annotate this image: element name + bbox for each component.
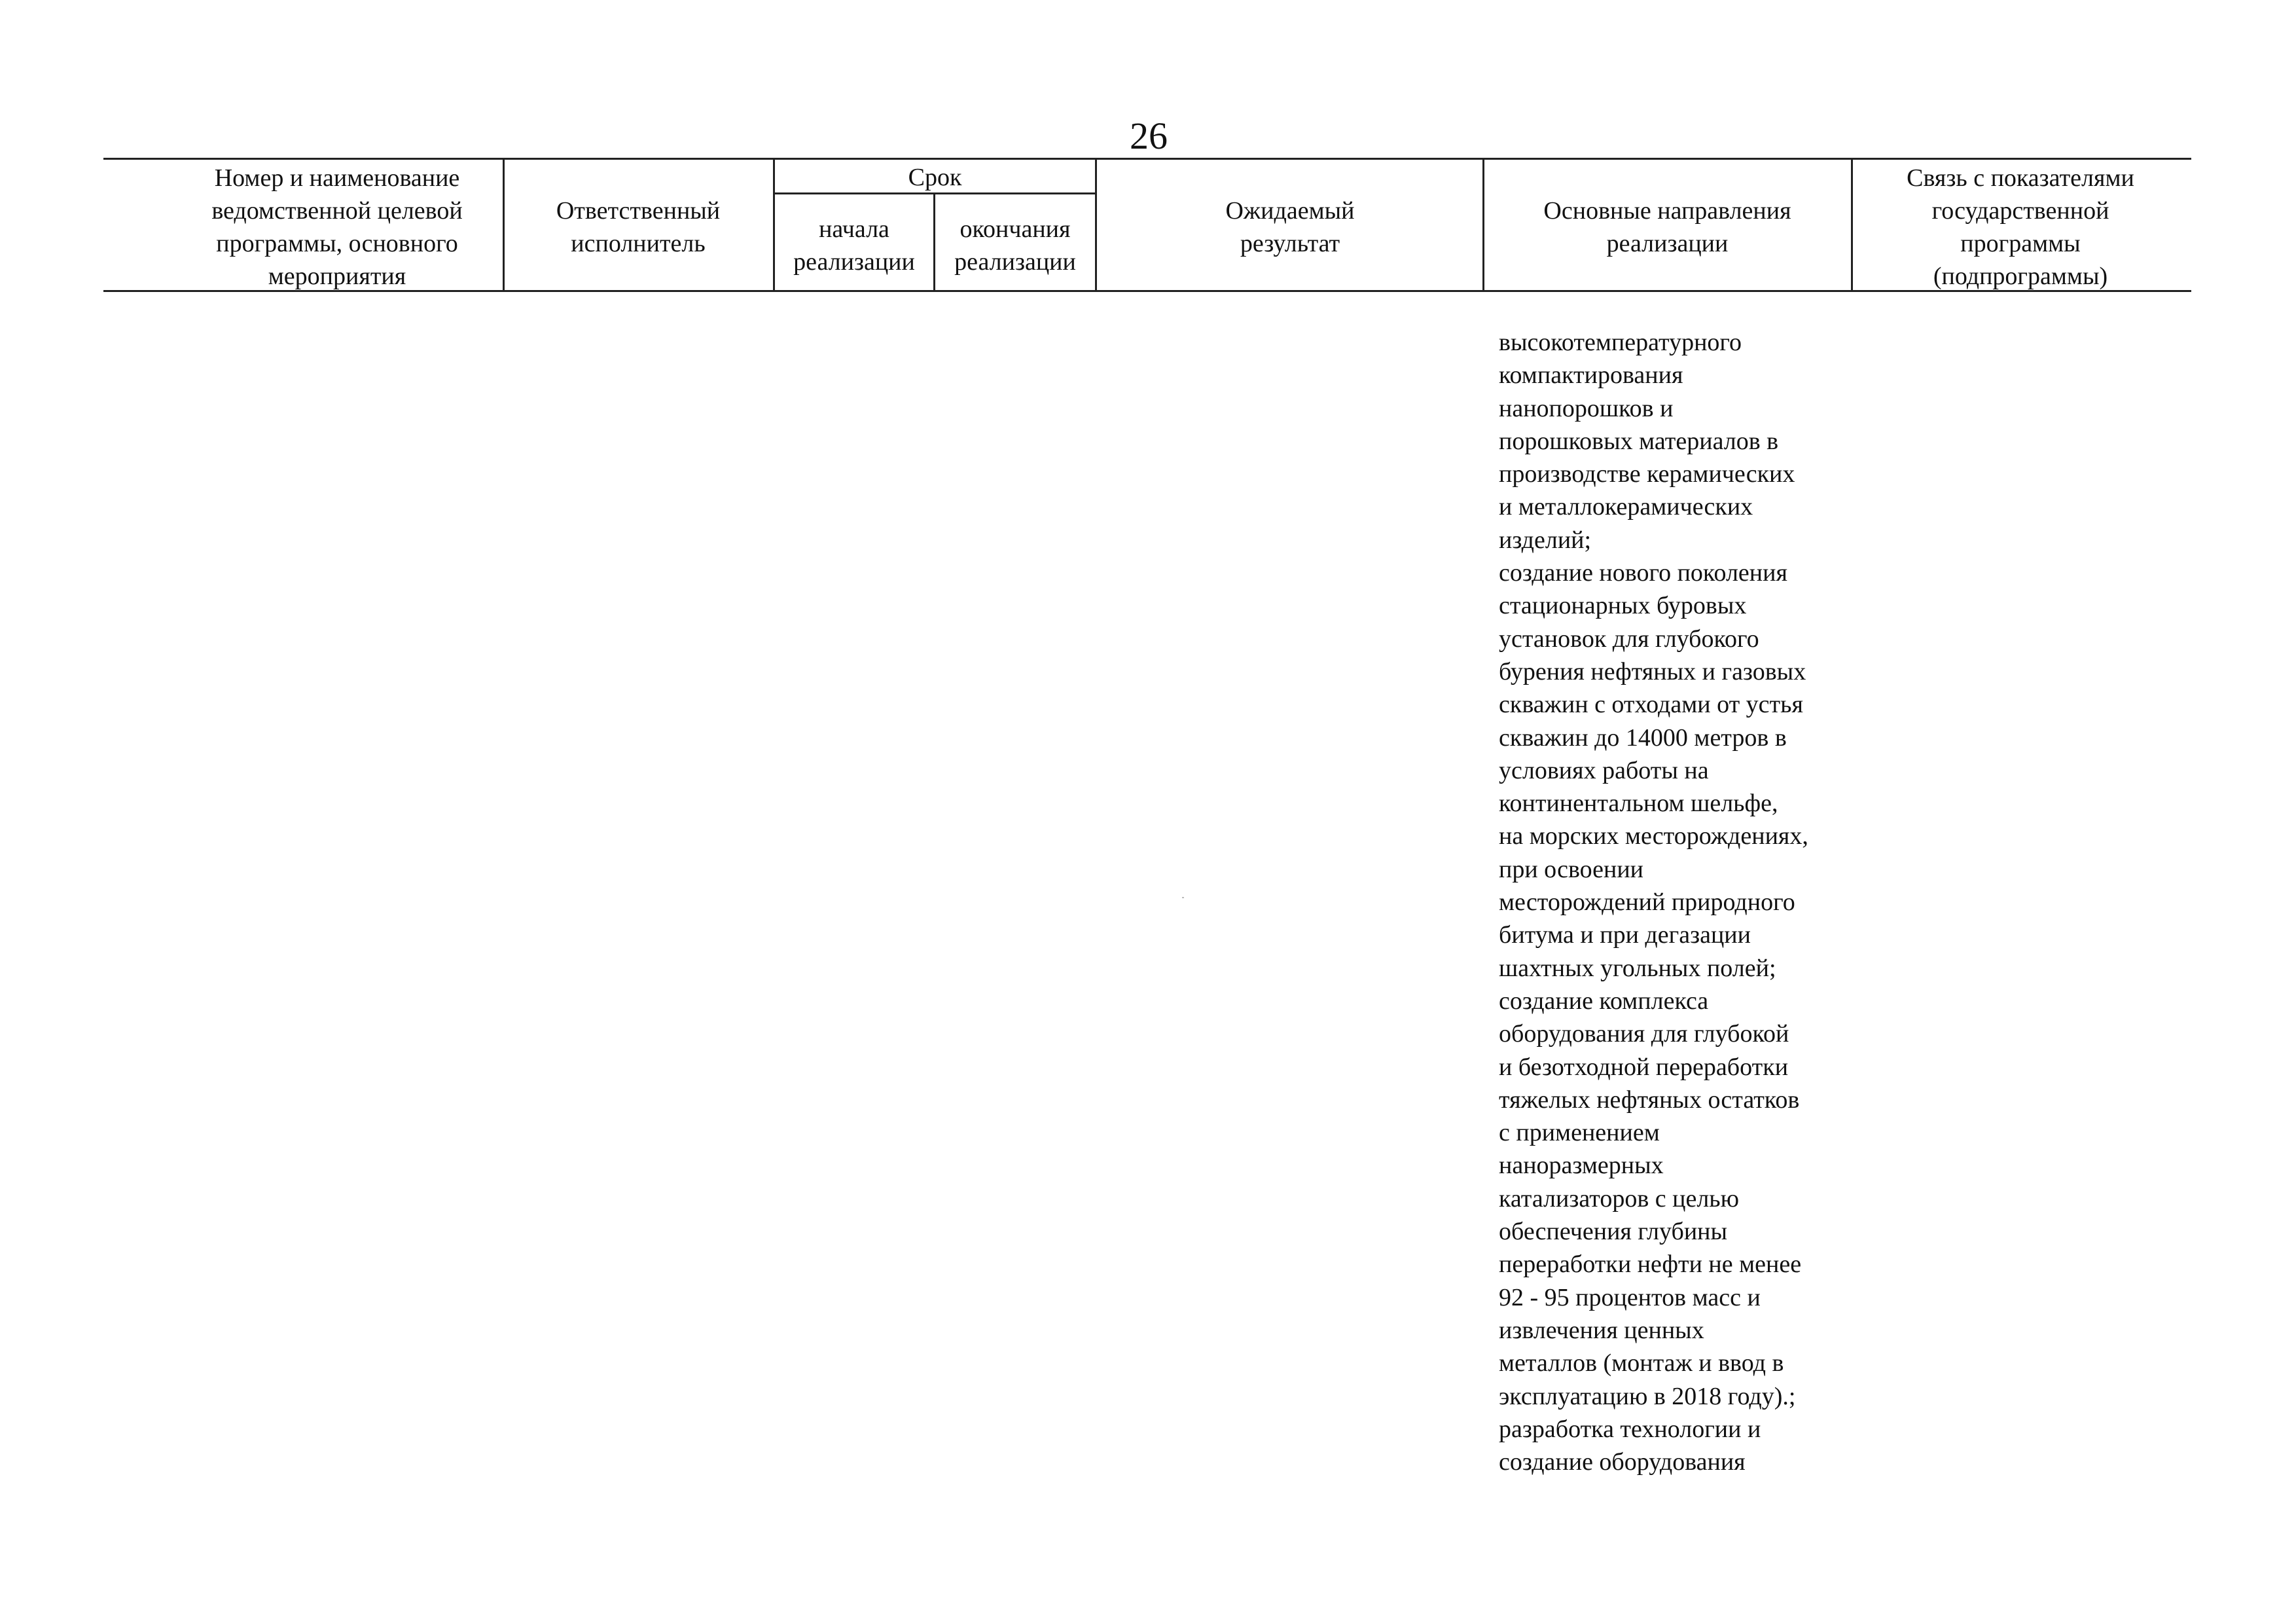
scan-speck (1182, 897, 1184, 898)
header-indicators-link: Связь с показателями государственной программы (подпрограммы) (1907, 164, 2134, 290)
column-divider-1 (503, 158, 505, 292)
table-top-rule (103, 158, 2191, 160)
column-divider-6 (1851, 158, 1853, 292)
header-program-name: Номер и наименование ведомственной целевой программы, основного мероприятия (211, 164, 463, 290)
header-main-directions: Основные направления реализации (1543, 197, 1791, 257)
header-term-start: начала реализации (793, 215, 915, 276)
column-divider-5 (1482, 158, 1484, 292)
main-directions-cell-text: высокотемпературного компактирования нанопорошков и порошковых материалов в производстве керамических и металлокерамических изделий; создание нового поколения стационарных буровых установок для глубокого бурения нефтяных и газовых скважин с отходами от устья скважин до 14000 метров в условиях работы на континентальном шельфе, на морских месторождениях, при освоении месторождений природного битума и при дегазации шахтных угольных полей; создание комплекса оборудования для глубокой и безотходной переработки тяжелых нефтяных остатков с применением наноразмерных катализаторов с целью обеспечения глубины переработки нефти не менее 92 - 95 процентов масс и извлечения ценных металлов (монтаж и ввод в эксплуатацию в 2018 году).; разработка технологии и создание оборудования (1499, 329, 1808, 1476)
header-term-end: окончания реализации (954, 215, 1076, 276)
header-term: Срок (908, 164, 962, 191)
header-expected-result: Ожидаемый результат (1225, 197, 1355, 257)
header-responsible-executor: Ответственный исполнитель (556, 197, 721, 257)
column-divider-4 (1095, 158, 1097, 292)
page-number: 26 (1130, 115, 1168, 157)
